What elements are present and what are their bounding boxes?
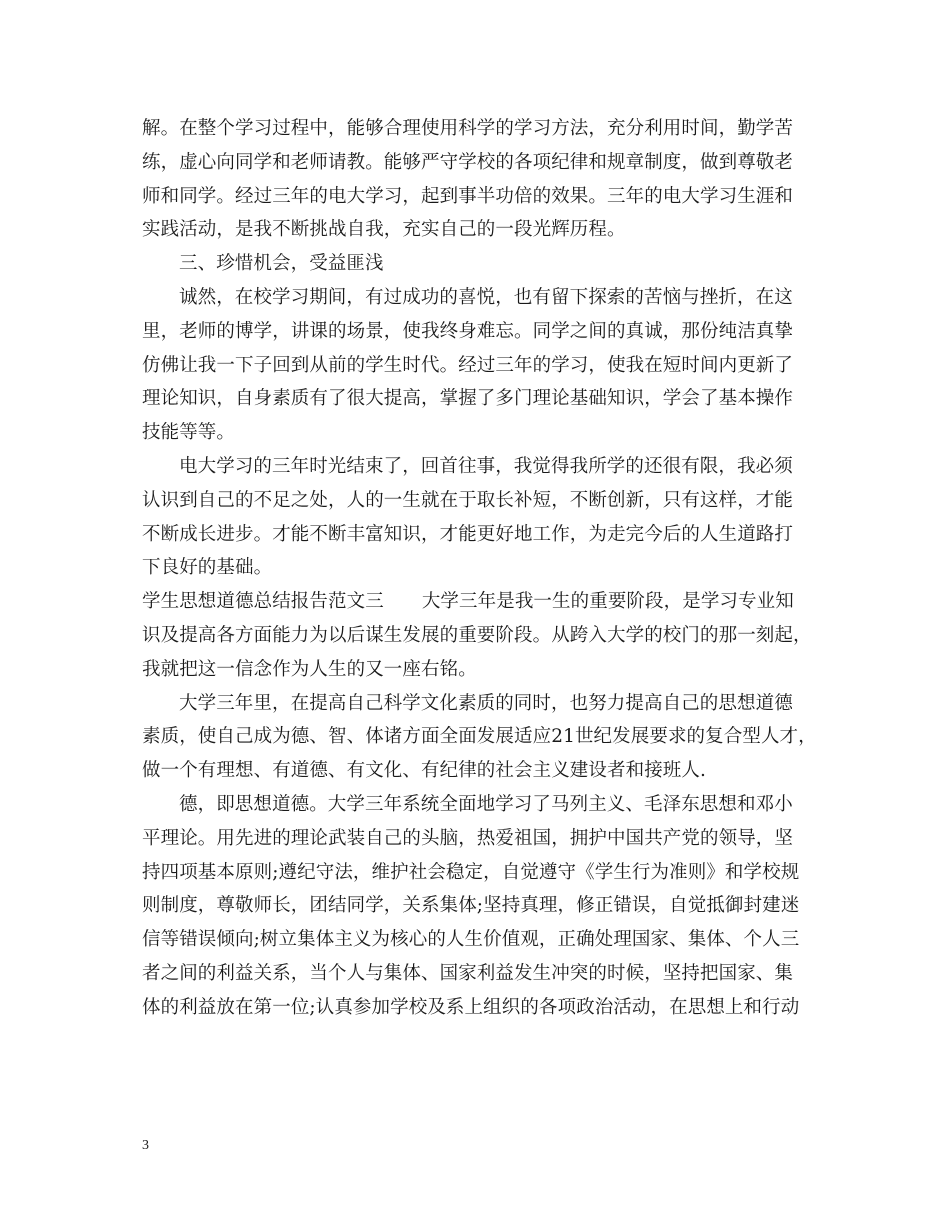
- text-line: 下良好的基础。: [142, 557, 273, 579]
- body-text: [142, 112, 817, 1025]
- text-line: 师和同学。经过三年的电大学习，起到事半功倍的效果。三年的电大学习生涯和: [142, 185, 794, 207]
- text-line: 素质，使自己成为德、智、体诸方面全面发展适应21世纪发展要求的复合型人才，: [142, 726, 817, 748]
- text-line: 信等错误倾向;树立集体主义为核心的人生价值观，正确处理国家、集体、个人三: [142, 929, 800, 951]
- text-line: 里，老师的博学，讲课的场景，使我终身难忘。同学之间的真诚，那份纯洁真挚: [142, 320, 794, 342]
- text-line: 持四项基本原则;遵纪守法，维护社会稳定，自觉遵守《学生行为准则》和学校规: [142, 861, 800, 883]
- text-line: 平理论。用先进的理论武装自己的头脑，热爱祖国，拥护中国共产党的领导，坚: [142, 827, 794, 849]
- text-line: 实践活动，是我不断挑战自我，充实自己的一段光辉历程。: [142, 219, 626, 241]
- text-line: 者之间的利益关系，当个人与集体、国家利益发生冲突的时候，坚持把国家、集: [142, 962, 794, 984]
- text-line: 理论知识，自身素质有了很大提高，掌握了多门理论基础知识，学会了基本操作: [142, 388, 794, 410]
- text-line: 做一个有理想、有道德、有文化、有纪律的社会主义建设者和接班人.: [142, 760, 706, 782]
- text-line: 认识到自己的不足之处，人的一生就在于取长补短，不断创新，只有这样，才能: [142, 489, 794, 511]
- article-title: 学生思想道德总结报告范文三: [142, 591, 384, 613]
- text-line: 我就把这一信念作为人生的又一座右铭。: [142, 658, 477, 680]
- section-heading: 三、珍惜机会，受益匪浅: [179, 253, 384, 275]
- text-line: 解。在整个学习过程中，能够合理使用科学的学习方法，充分利用时间，勤学苦: [142, 118, 794, 139]
- text-line: 技能等等。: [142, 422, 236, 444]
- text-line: 德，即思想道德。大学三年系统全面地学习了马列主义、毛泽东思想和邓小: [179, 793, 793, 815]
- text-line: 仿佛让我一下子回到从前的学生时代。经过三年的学习，使我在短时间内更新了: [142, 354, 794, 376]
- text-line: 大学三年是我一生的重要阶段，是学习专业知: [421, 591, 794, 613]
- text-line: 大学三年里，在提高自己科学文化素质的同时，也努力提高自己的思想道德: [179, 692, 793, 714]
- text-line: 则制度，尊敬师长，团结同学，关系集体;坚持真理，修正错误，自觉抵御封建迷: [142, 895, 800, 917]
- text-line: 诚然，在校学习期间，有过成功的喜悦，也有留下探索的苦恼与挫折，在这: [179, 286, 793, 308]
- page-number: 3: [142, 1138, 149, 1153]
- text-line-with-title: [142, 585, 802, 619]
- text-line: 练，虚心向同学和老师请教。能够严守学校的各项纪律和规章制度，做到尊敬老: [142, 151, 794, 173]
- text-line: 体的利益放在第一位;认真参加学校及系上组织的各项政治活动，在思想上和行动: [142, 996, 800, 1018]
- text-line: 不断成长进步。才能不断丰富知识，才能更好地工作，为走完今后的人生道路打: [142, 523, 794, 545]
- text-line: 识及提高各方面能力为以后谋生发展的重要阶段。从跨入大学的校门的那一刻起，: [142, 624, 812, 646]
- text-line: 电大学习的三年时光结束了，回首往事，我觉得我所学的还很有限，我必须: [179, 455, 793, 477]
